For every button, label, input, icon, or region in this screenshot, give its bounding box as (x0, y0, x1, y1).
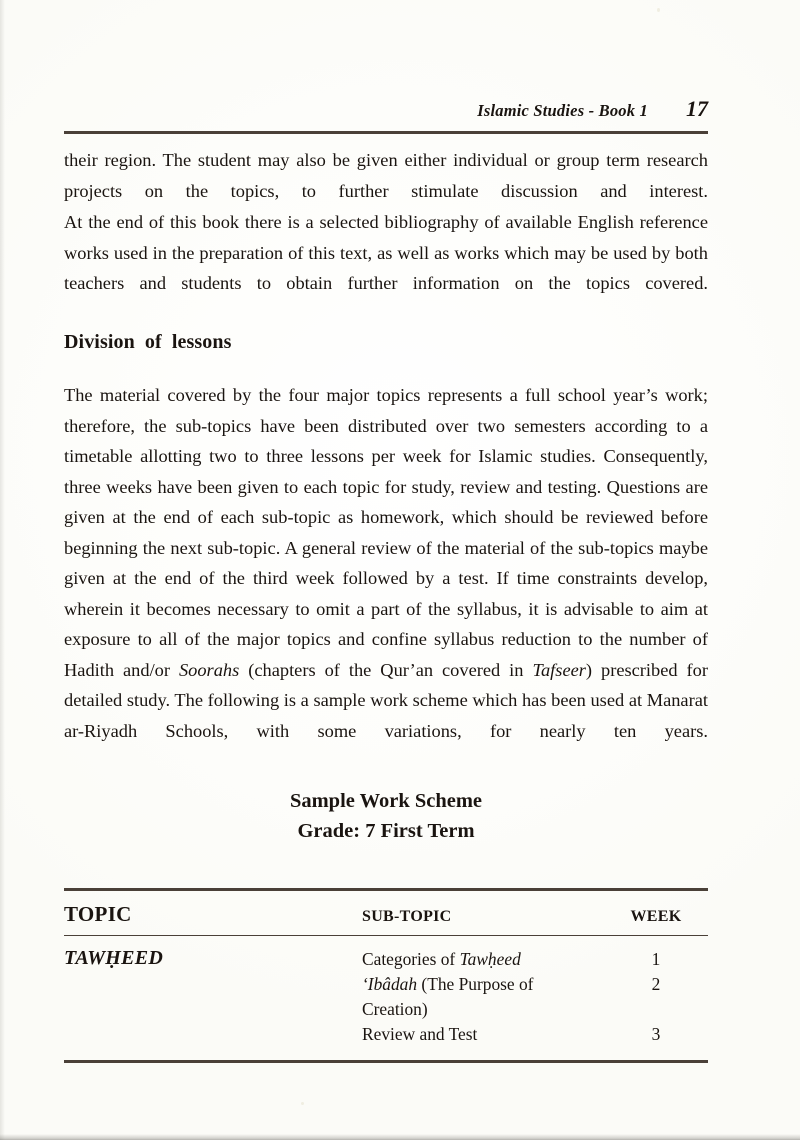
subtopic-2-italic: ʻIbâdah (362, 974, 418, 995)
para3-segment-2: (chapters of the Qur’an covered in (239, 659, 533, 680)
table-header-topic: TOPIC (64, 901, 132, 926)
running-head (64, 96, 708, 120)
para3-segment-3: ) prescribed for detailed study. The following is a sample work scheme which has been used at Manarat ar-Riyadh Schools, with some variations, for nearly ten years. (64, 659, 708, 741)
subtopic-line-4: Review and Test (362, 1024, 478, 1045)
table-rule-bottom (64, 1060, 708, 1063)
week-value-1: 1 (651, 949, 661, 970)
para3-italic-soorahs: Soorahs (178, 659, 240, 680)
subtopic-line-1 (362, 947, 604, 972)
table-row (64, 936, 708, 1047)
table-cell-subtopics (362, 936, 604, 1047)
page-number: 17 (686, 96, 708, 121)
paragraph-their-region: their region. The student may also be given either individual or group term research projects on the topics, to further stimulate discussion and interest. (64, 150, 708, 201)
para3-italic-tafseer: Tafseer (532, 659, 586, 680)
paragraph-division-of-lessons-body (64, 380, 708, 746)
subtopic-line-2 (362, 972, 604, 997)
subtopic-1-plain: Categories of (362, 949, 460, 970)
week-value-2: 2 (651, 974, 661, 995)
table-header-row (64, 891, 708, 935)
scan-edge-shadow-left (0, 0, 5, 1140)
table-cell-weeks (604, 936, 708, 1047)
table-cell-topic-tawheed: TAWḤEED (64, 947, 164, 970)
week-value-4: 3 (651, 1024, 661, 1045)
page-content (64, 0, 708, 1140)
table-header-subtopic: SUB-TOPIC (362, 907, 452, 925)
work-scheme-table (64, 888, 708, 1063)
running-head-title: Islamic Studies - Book 1 (477, 101, 648, 120)
table-header-week: WEEK (630, 907, 682, 925)
para3-segment-1: The material covered by the four major topics represents a full school year’s work; therefore, the sub-topics have been distributed over two semesters according to a timetable allotting two to three lessons per week for Islamic studies. Consequently, three weeks have been given to each topic for study, review and testing. Questions are given at the end of each sub-topic as homework, which should be reviewed before beginning the next sub-topic. A general review of the material of the sub-topics maybe given at the end of the third week followed by a test. If time constraints develop, wherein it becomes necessary to omit a part of the syllabus, it is advisable to aim at exposure to all of the major topics and confine syllabus reduction to the number of Hadith and/or (64, 385, 708, 680)
paragraph-bibliography: At the end of this book there is a selected bibliography of available English reference works used in the preparation of this text, as well as works which may be used by both teachers and students to obtain further information on the topics covered. (64, 212, 708, 293)
header-divider-rule (64, 131, 708, 134)
scheme-title-block (64, 786, 708, 846)
table-body (64, 936, 708, 1060)
subtopic-line-3: Creation) (362, 999, 428, 1020)
heading-division-of-lessons: Division of lessons (64, 331, 232, 353)
scheme-title-line-1: Sample Work Scheme (289, 790, 483, 812)
scheme-title-line-2: Grade: 7 First Term (297, 820, 475, 842)
subtopic-2-after: (The Purpose of (417, 974, 534, 995)
subtopic-1-italic: Tawḥeed (459, 949, 521, 970)
